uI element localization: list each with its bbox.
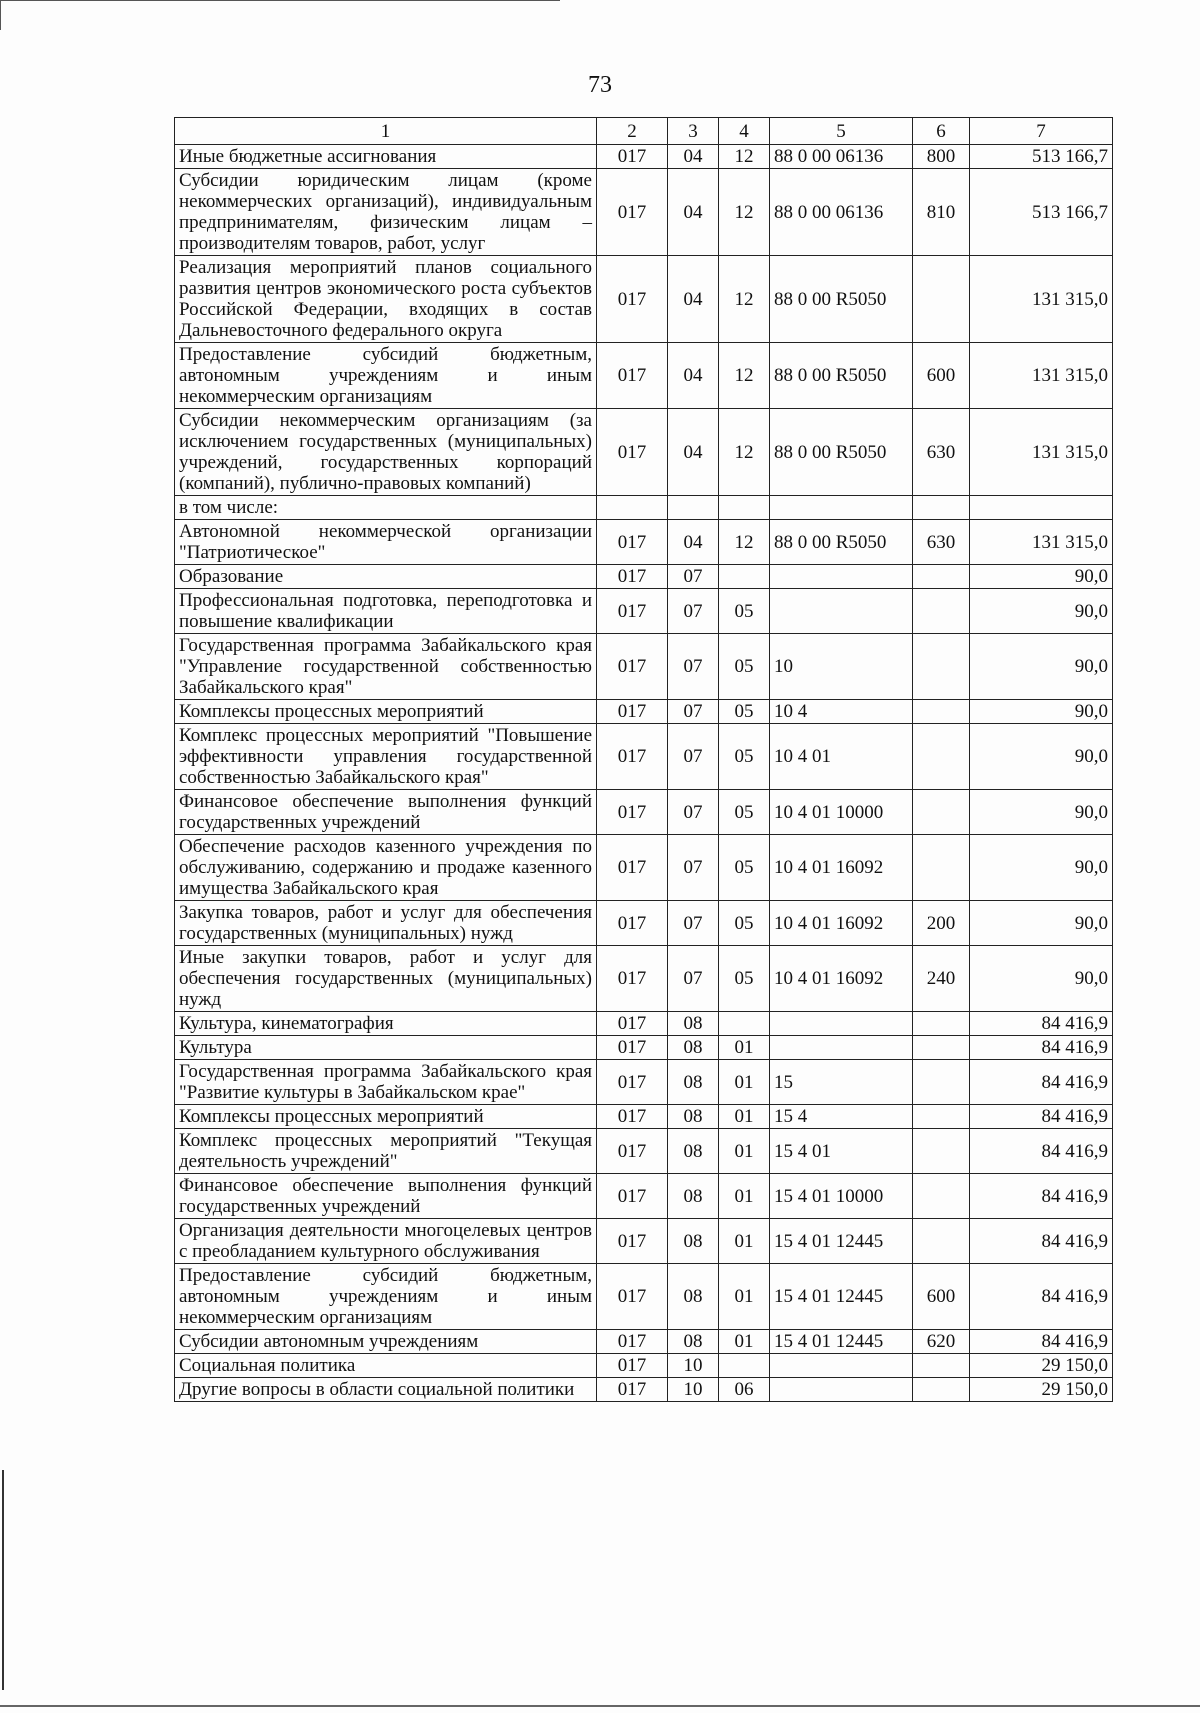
cell-expense-type <box>913 835 970 901</box>
cell-amount: 90,0 <box>970 589 1113 634</box>
cell-section: 08 <box>668 1174 719 1219</box>
cell-target-article: 15 4 <box>770 1105 913 1129</box>
cell-section: 08 <box>668 1036 719 1060</box>
table-row <box>175 790 1113 835</box>
cell-subsection: 01 <box>719 1219 770 1264</box>
cell-admin-code: 017 <box>597 1105 668 1129</box>
cell-expense-type <box>913 1060 970 1105</box>
cell-name: Комплекс процессных мероприятий "Текущая деятельность учреждений" <box>175 1129 597 1174</box>
table-row <box>175 565 1113 589</box>
table-row <box>175 496 1113 520</box>
cell-admin-code: 017 <box>597 1036 668 1060</box>
cell-name: Комплекс процессных мероприятий "Повышение эффективности управления государственной собственностью Забайкальского края" <box>175 724 597 790</box>
table-row <box>175 946 1113 1012</box>
cell-amount: 90,0 <box>970 835 1113 901</box>
cell-expense-type: 240 <box>913 946 970 1012</box>
table-row <box>175 1264 1113 1330</box>
cell-name: Культура, кинематография <box>175 1012 597 1036</box>
header-cell: 7 <box>970 118 1113 145</box>
cell-expense-type <box>913 1129 970 1174</box>
scan-edge-left <box>2 1470 4 1690</box>
cell-amount: 84 416,9 <box>970 1105 1113 1129</box>
cell-name: Предоставление субсидий бюджетным, автономным учреждениям и иным некоммерческим организациям <box>175 343 597 409</box>
cell-amount: 131 315,0 <box>970 256 1113 343</box>
table-row <box>175 700 1113 724</box>
cell-expense-type <box>913 1378 970 1402</box>
cell-subsection: 01 <box>719 1129 770 1174</box>
cell-name: Комплексы процессных мероприятий <box>175 1105 597 1129</box>
cell-subsection: 05 <box>719 700 770 724</box>
cell-target-article: 10 4 01 16092 <box>770 901 913 946</box>
cell-admin-code: 017 <box>597 145 668 169</box>
cell-section: 04 <box>668 169 719 256</box>
cell-amount: 84 416,9 <box>970 1174 1113 1219</box>
cell-name: Субсидии юридическим лицам (кроме некоммерческих организаций), индивидуальным предпринимателям, физическим лицам – производителям товаров, работ, услуг <box>175 169 597 256</box>
cell-admin-code: 017 <box>597 724 668 790</box>
table-row <box>175 1105 1113 1129</box>
cell-target-article: 10 4 01 16092 <box>770 946 913 1012</box>
cell-amount: 131 315,0 <box>970 343 1113 409</box>
table-row <box>175 343 1113 409</box>
cell-admin-code: 017 <box>597 565 668 589</box>
header-cell: 6 <box>913 118 970 145</box>
cell-admin-code: 017 <box>597 589 668 634</box>
table-row <box>175 835 1113 901</box>
cell-expense-type: 200 <box>913 901 970 946</box>
cell-subsection <box>719 1354 770 1378</box>
cell-target-article <box>770 565 913 589</box>
header-cell: 2 <box>597 118 668 145</box>
scan-edge-corner <box>0 0 1 30</box>
budget-table <box>174 117 1113 1402</box>
cell-admin-code: 017 <box>597 1354 668 1378</box>
cell-subsection: 05 <box>719 946 770 1012</box>
cell-subsection: 12 <box>719 256 770 343</box>
cell-admin-code: 017 <box>597 1060 668 1105</box>
cell-target-article: 88 0 00 R5050 <box>770 409 913 496</box>
table-row <box>175 1330 1113 1354</box>
cell-admin-code: 017 <box>597 1264 668 1330</box>
cell-amount: 84 416,9 <box>970 1012 1113 1036</box>
cell-expense-type: 600 <box>913 1264 970 1330</box>
cell-name: Субсидии автономным учреждениям <box>175 1330 597 1354</box>
cell-target-article <box>770 1012 913 1036</box>
page-number: 73 <box>588 72 612 98</box>
cell-subsection <box>719 1012 770 1036</box>
cell-name: Автономной некоммерческой организации "Патриотическое" <box>175 520 597 565</box>
cell-section: 08 <box>668 1129 719 1174</box>
cell-target-article: 15 4 01 12445 <box>770 1264 913 1330</box>
cell-expense-type <box>913 1012 970 1036</box>
cell-target-article: 15 4 01 12445 <box>770 1330 913 1354</box>
table-row <box>175 256 1113 343</box>
cell-admin-code: 017 <box>597 1378 668 1402</box>
cell-expense-type: 630 <box>913 409 970 496</box>
cell-target-article: 10 4 01 16092 <box>770 835 913 901</box>
cell-admin-code: 017 <box>597 520 668 565</box>
cell-admin-code: 017 <box>597 946 668 1012</box>
table-row <box>175 1378 1113 1402</box>
cell-section: 07 <box>668 835 719 901</box>
cell-subsection <box>719 565 770 589</box>
cell-subsection: 12 <box>719 145 770 169</box>
cell-expense-type <box>913 1036 970 1060</box>
cell-amount: 90,0 <box>970 790 1113 835</box>
cell-subsection: 05 <box>719 634 770 700</box>
cell-subsection <box>719 496 770 520</box>
cell-expense-type <box>913 790 970 835</box>
cell-admin-code: 017 <box>597 1012 668 1036</box>
cell-section: 08 <box>668 1264 719 1330</box>
cell-name: Профессиональная подготовка, переподготовка и повышение квалификации <box>175 589 597 634</box>
table-row <box>175 634 1113 700</box>
cell-amount: 84 416,9 <box>970 1264 1113 1330</box>
cell-name: в том числе: <box>175 496 597 520</box>
cell-subsection: 06 <box>719 1378 770 1402</box>
cell-amount: 513 166,7 <box>970 169 1113 256</box>
cell-subsection: 05 <box>719 589 770 634</box>
cell-name: Финансовое обеспечение выполнения функций государственных учреждений <box>175 790 597 835</box>
header-cell: 4 <box>719 118 770 145</box>
cell-section: 07 <box>668 565 719 589</box>
cell-name: Государственная программа Забайкальского края "Управление государственной собственностью Забайкальского края" <box>175 634 597 700</box>
cell-subsection: 05 <box>719 724 770 790</box>
cell-expense-type: 810 <box>913 169 970 256</box>
cell-subsection: 12 <box>719 520 770 565</box>
cell-target-article: 15 <box>770 1060 913 1105</box>
cell-name: Комплексы процессных мероприятий <box>175 700 597 724</box>
cell-subsection: 12 <box>719 409 770 496</box>
table-row <box>175 145 1113 169</box>
cell-target-article <box>770 1378 913 1402</box>
table-row <box>175 1219 1113 1264</box>
cell-expense-type <box>913 589 970 634</box>
cell-name: Социальная политика <box>175 1354 597 1378</box>
cell-admin-code: 017 <box>597 343 668 409</box>
table-row <box>175 1036 1113 1060</box>
cell-admin-code: 017 <box>597 634 668 700</box>
cell-target-article: 10 <box>770 634 913 700</box>
cell-expense-type <box>913 1105 970 1129</box>
cell-subsection: 01 <box>719 1105 770 1129</box>
cell-section <box>668 496 719 520</box>
cell-section: 08 <box>668 1060 719 1105</box>
table-row <box>175 1354 1113 1378</box>
cell-admin-code: 017 <box>597 835 668 901</box>
cell-section: 08 <box>668 1012 719 1036</box>
cell-expense-type: 800 <box>913 145 970 169</box>
cell-expense-type: 620 <box>913 1330 970 1354</box>
cell-expense-type <box>913 634 970 700</box>
cell-admin-code: 017 <box>597 256 668 343</box>
cell-section: 08 <box>668 1105 719 1129</box>
cell-target-article: 10 4 01 <box>770 724 913 790</box>
cell-amount: 29 150,0 <box>970 1378 1113 1402</box>
cell-section: 07 <box>668 946 719 1012</box>
cell-target-article: 88 0 00 R5050 <box>770 520 913 565</box>
cell-expense-type <box>913 256 970 343</box>
cell-target-article: 10 4 <box>770 700 913 724</box>
cell-admin-code <box>597 496 668 520</box>
cell-name: Организация деятельности многоцелевых центров с преобладанием культурного обслуживания <box>175 1219 597 1264</box>
table-row <box>175 724 1113 790</box>
cell-target-article: 88 0 00 06136 <box>770 145 913 169</box>
cell-name: Иные закупки товаров, работ и услуг для обеспечения государственных (муниципальных) нужд <box>175 946 597 1012</box>
cell-name: Культура <box>175 1036 597 1060</box>
cell-name: Образование <box>175 565 597 589</box>
cell-subsection: 01 <box>719 1036 770 1060</box>
cell-expense-type <box>913 1219 970 1264</box>
cell-expense-type: 600 <box>913 343 970 409</box>
cell-name: Иные бюджетные ассигнования <box>175 145 597 169</box>
cell-amount: 90,0 <box>970 724 1113 790</box>
cell-admin-code: 017 <box>597 1174 668 1219</box>
table-row <box>175 589 1113 634</box>
cell-amount: 131 315,0 <box>970 409 1113 496</box>
cell-target-article: 15 4 01 12445 <box>770 1219 913 1264</box>
cell-section: 04 <box>668 145 719 169</box>
cell-amount <box>970 496 1113 520</box>
table-row <box>175 901 1113 946</box>
table-row <box>175 1060 1113 1105</box>
cell-name: Государственная программа Забайкальского края "Развитие культуры в Забайкальском крае" <box>175 1060 597 1105</box>
header-cell: 5 <box>770 118 913 145</box>
cell-section: 07 <box>668 589 719 634</box>
cell-subsection: 01 <box>719 1330 770 1354</box>
cell-target-article <box>770 496 913 520</box>
cell-section: 04 <box>668 343 719 409</box>
cell-admin-code: 017 <box>597 901 668 946</box>
cell-target-article: 15 4 01 10000 <box>770 1174 913 1219</box>
cell-amount: 84 416,9 <box>970 1036 1113 1060</box>
cell-expense-type <box>913 565 970 589</box>
cell-name: Обеспечение расходов казенного учреждения по обслуживанию, содержанию и продаже казенного имущества Забайкальского края <box>175 835 597 901</box>
cell-subsection: 05 <box>719 790 770 835</box>
table-row <box>175 520 1113 565</box>
cell-section: 07 <box>668 724 719 790</box>
cell-subsection: 05 <box>719 835 770 901</box>
cell-expense-type <box>913 1174 970 1219</box>
cell-expense-type <box>913 700 970 724</box>
table-row <box>175 1129 1113 1174</box>
cell-amount: 84 416,9 <box>970 1060 1113 1105</box>
cell-section: 07 <box>668 901 719 946</box>
cell-name: Реализация мероприятий планов социального развития центров экономического роста субъектов Российской Федерации, входящих в состав Дальневосточного федерального округа <box>175 256 597 343</box>
cell-expense-type <box>913 496 970 520</box>
table-header-row <box>175 118 1113 145</box>
cell-section: 04 <box>668 256 719 343</box>
cell-expense-type <box>913 724 970 790</box>
cell-amount: 84 416,9 <box>970 1330 1113 1354</box>
cell-name: Предоставление субсидий бюджетным, автономным учреждениям и иным некоммерческим организациям <box>175 1264 597 1330</box>
cell-admin-code: 017 <box>597 700 668 724</box>
cell-target-article <box>770 1036 913 1060</box>
cell-name: Другие вопросы в области социальной политики <box>175 1378 597 1402</box>
table-row <box>175 1012 1113 1036</box>
cell-target-article <box>770 589 913 634</box>
scan-edge-bottom <box>0 1705 1200 1707</box>
cell-amount: 513 166,7 <box>970 145 1113 169</box>
cell-name: Закупка товаров, работ и услуг для обеспечения государственных (муниципальных) нужд <box>175 901 597 946</box>
cell-admin-code: 017 <box>597 790 668 835</box>
cell-target-article: 88 0 00 R5050 <box>770 256 913 343</box>
cell-subsection: 12 <box>719 169 770 256</box>
cell-admin-code: 017 <box>597 1129 668 1174</box>
table-row <box>175 409 1113 496</box>
cell-section: 10 <box>668 1354 719 1378</box>
cell-target-article: 88 0 00 R5050 <box>770 343 913 409</box>
cell-name: Финансовое обеспечение выполнения функций государственных учреждений <box>175 1174 597 1219</box>
cell-admin-code: 017 <box>597 409 668 496</box>
cell-subsection: 12 <box>719 343 770 409</box>
cell-target-article: 10 4 01 10000 <box>770 790 913 835</box>
cell-section: 07 <box>668 700 719 724</box>
cell-section: 08 <box>668 1330 719 1354</box>
cell-admin-code: 017 <box>597 1219 668 1264</box>
cell-section: 07 <box>668 634 719 700</box>
cell-amount: 90,0 <box>970 901 1113 946</box>
scan-edge-top <box>0 0 560 1</box>
cell-admin-code: 017 <box>597 169 668 256</box>
cell-admin-code: 017 <box>597 1330 668 1354</box>
table-row <box>175 1174 1113 1219</box>
cell-amount: 84 416,9 <box>970 1219 1113 1264</box>
cell-target-article <box>770 1354 913 1378</box>
cell-amount: 29 150,0 <box>970 1354 1113 1378</box>
cell-amount: 84 416,9 <box>970 1129 1113 1174</box>
cell-amount: 90,0 <box>970 700 1113 724</box>
cell-expense-type <box>913 1354 970 1378</box>
cell-amount: 90,0 <box>970 565 1113 589</box>
cell-section: 04 <box>668 409 719 496</box>
cell-subsection: 01 <box>719 1060 770 1105</box>
cell-subsection: 05 <box>719 901 770 946</box>
cell-subsection: 01 <box>719 1264 770 1330</box>
cell-amount: 131 315,0 <box>970 520 1113 565</box>
cell-subsection: 01 <box>719 1174 770 1219</box>
cell-target-article: 88 0 00 06136 <box>770 169 913 256</box>
cell-amount: 90,0 <box>970 946 1113 1012</box>
cell-section: 08 <box>668 1219 719 1264</box>
cell-expense-type: 630 <box>913 520 970 565</box>
cell-name: Субсидии некоммерческим организациям (за исключением государственных (муниципальных) учреждений, государственных корпораций (компаний), публично-правовых компаний) <box>175 409 597 496</box>
header-cell: 1 <box>175 118 597 145</box>
cell-amount: 90,0 <box>970 634 1113 700</box>
header-cell: 3 <box>668 118 719 145</box>
table-row <box>175 169 1113 256</box>
cell-section: 07 <box>668 790 719 835</box>
cell-section: 10 <box>668 1378 719 1402</box>
cell-target-article: 15 4 01 <box>770 1129 913 1174</box>
cell-section: 04 <box>668 520 719 565</box>
